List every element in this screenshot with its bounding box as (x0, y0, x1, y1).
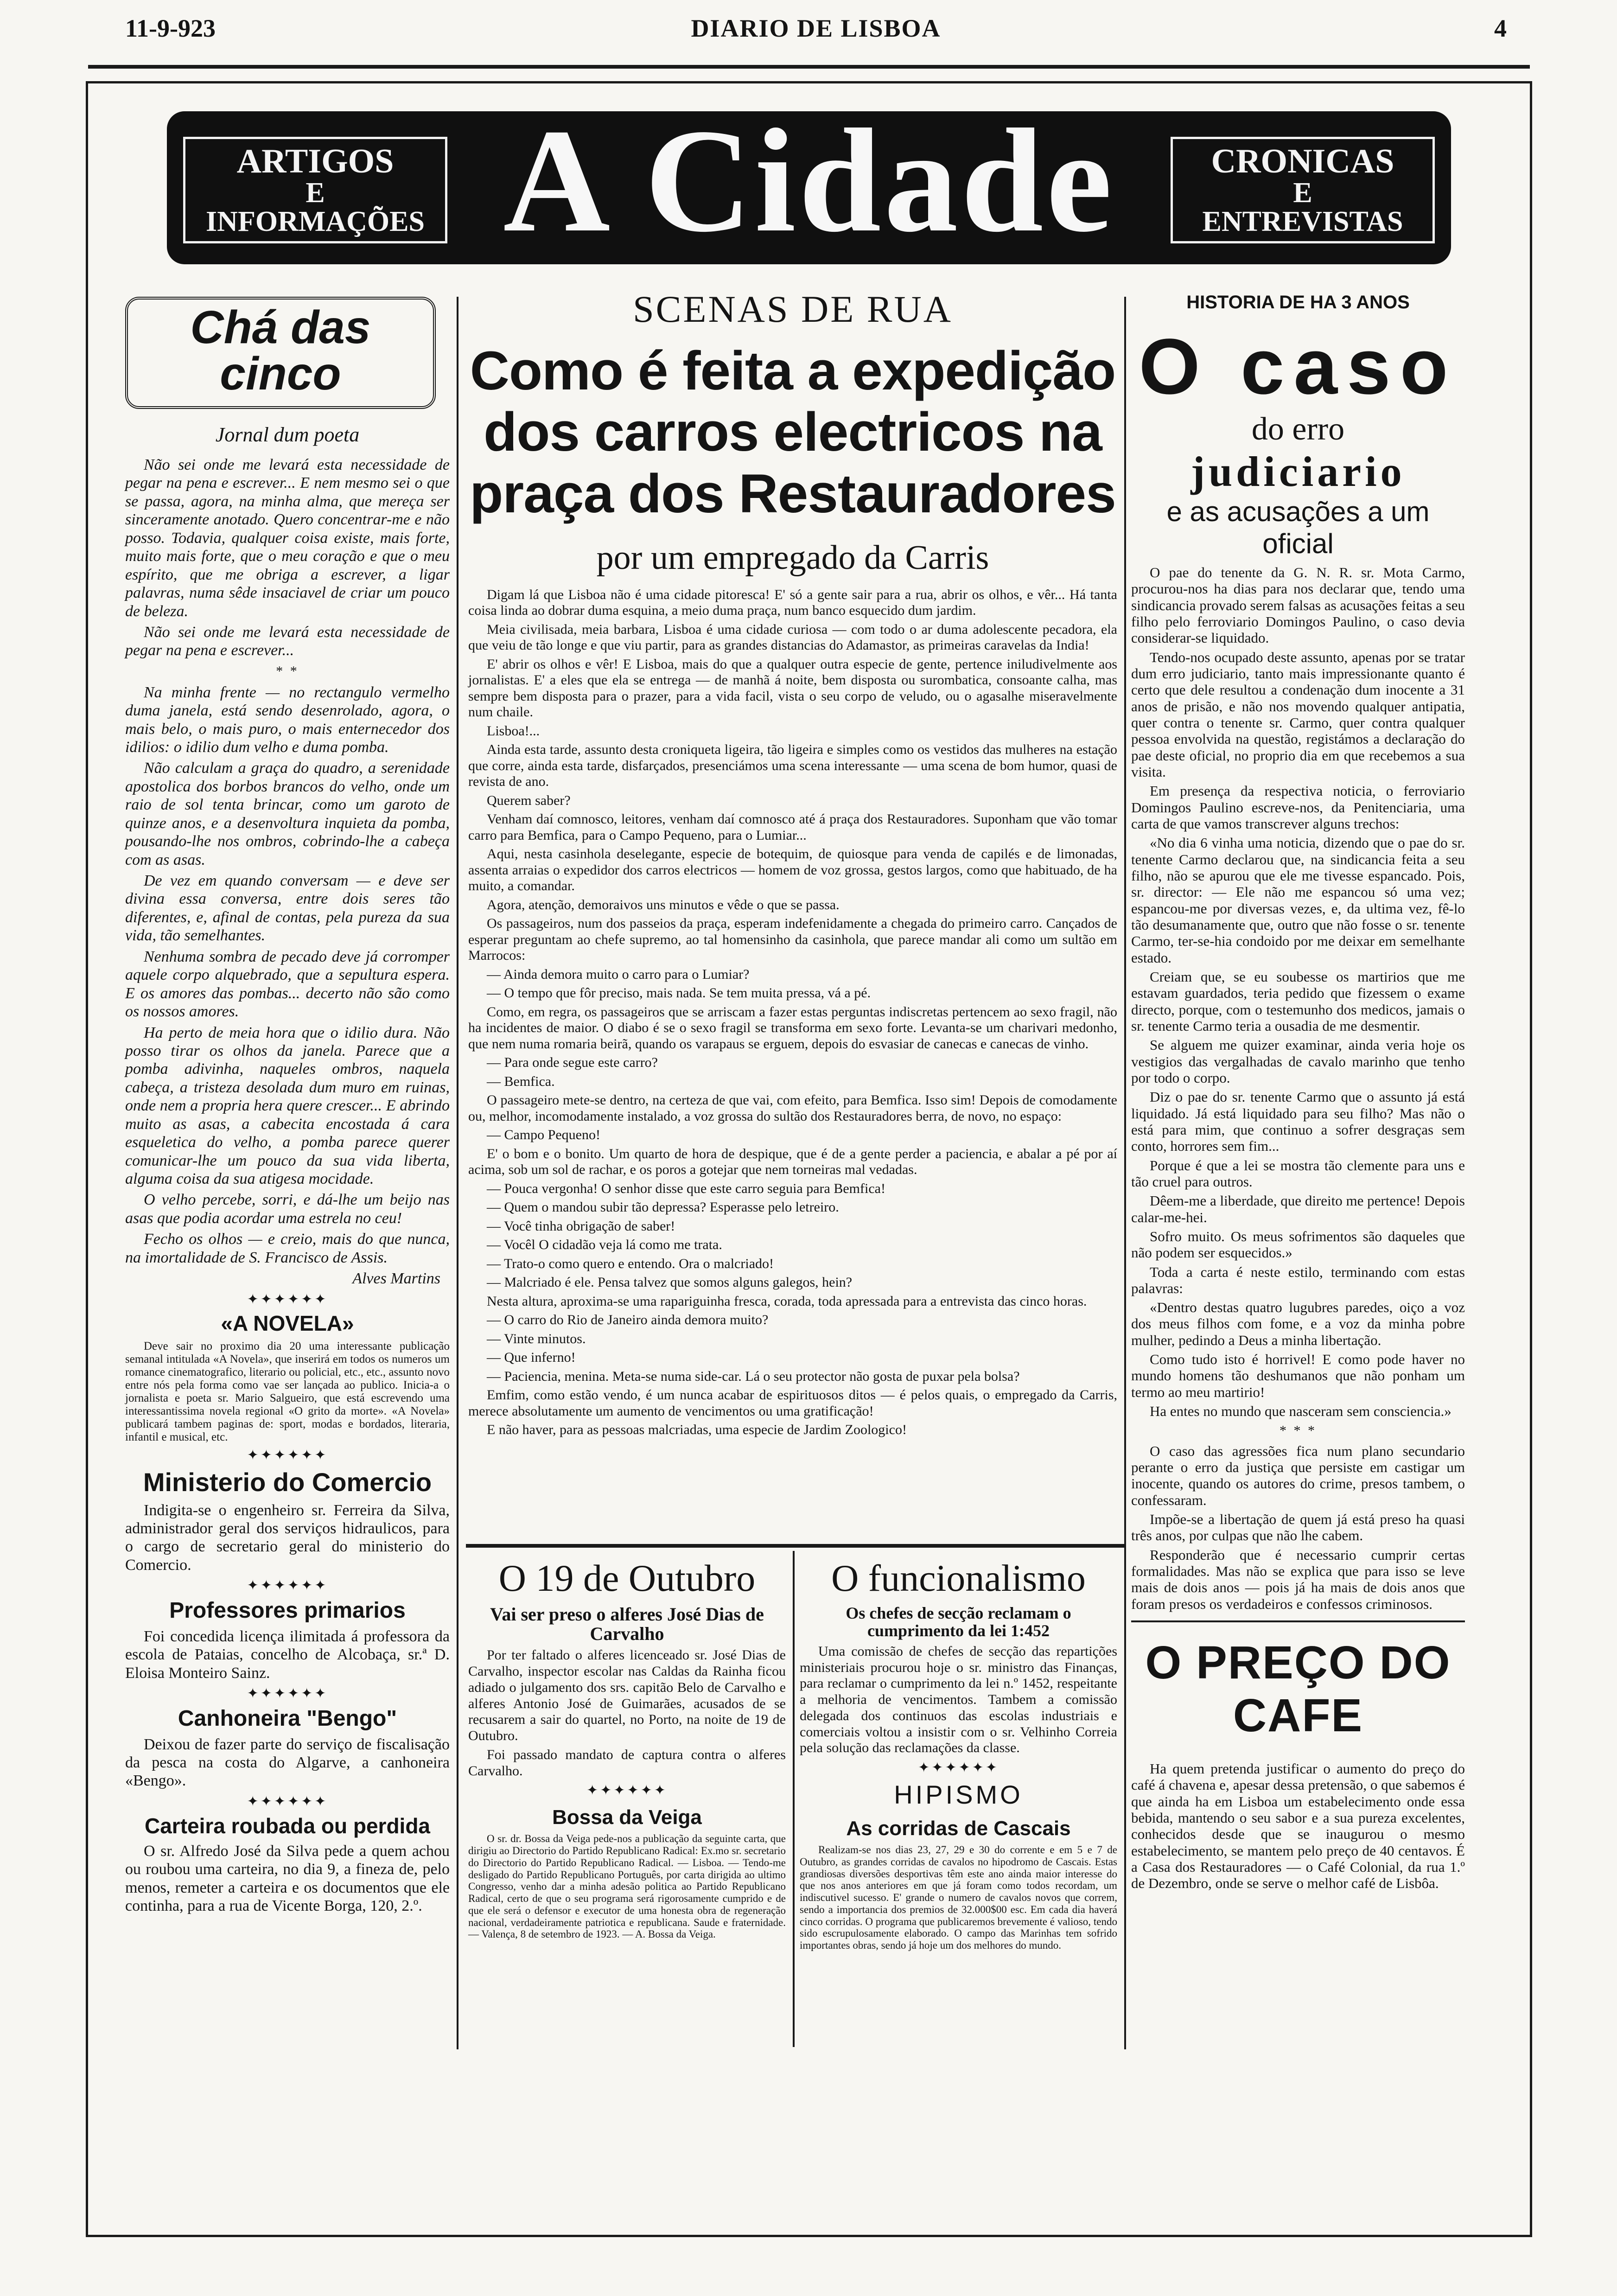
paragraph: Emfim, como estão vendo, é um nunca acabar de espirituosos ditos — é pelos quais, o empregado da Carris, merece absolutamente um aumento de vencimentos ou uma gratificação! (468, 1387, 1117, 1419)
professores-text: Foi concedida licença ilimitada á professora da escola de Pataias, concelho de Alcobaça, sr.ª D. Eloisa Monteiro Sainz. (125, 1627, 450, 1682)
paragraph: — Quem o mandou subir tão depressa? Esperasse pelo letreiro. (487, 1199, 839, 1215)
paragraph: Como tudo isto é horrivel! E como pode haver no mundo homens tão deshumanos que não ponham um termo ao meu martirio! (1131, 1351, 1465, 1400)
paragraph: Agora, atenção, demoraivos uns minutos e vêde o que se passa. (487, 897, 840, 912)
banner-left-box (183, 137, 447, 243)
paragraph: Toda a carta é neste estilo, terminando com estas palavras: (1131, 1263, 1465, 1296)
paragraph: O caso das agressões fica num plano secundario perante o erro da justiça que persiste em castigar um inocente, quando os autores do crime, presos tambem, o confessaram. (1131, 1442, 1465, 1508)
funcionalismo-text: Uma comissão de chefes de secção das repartições ministeriais procurou hoje o sr. ministro das Finanças, para reclamar o cumprimento da lei n.º 1452, respeitante a melhoria de vencimentos. Tambem a comissão delegada dos continuos das escolas industriais e comerciais voltou a insistir com o sr. Velhinho Correia pela solução das reclamações da classe. (800, 1643, 1117, 1756)
paragraph: Em presença da respectiva noticia, o ferroviario Domingos Paulino escreve-nos, da Penitenciaria, uma carta de que vamos transcrever alguns trechos: (1131, 783, 1465, 832)
paragraph: «No dia 6 vinha uma noticia, dizendo que o pae do sr. tenente Carmo declarou que, na sindicancia feita a seu filho, não se apurou que ele me tivesse espancado. Pois, sr. director: — Ele não me espancou só uma vez; espancou-me por diversas vezes, e, da ultima vez, fê-lo tão desumanamente que, outro que não fosse o sr. tenente Carmo, ter-se-hia condoido por me deixar em semelhante estado. (1131, 835, 1465, 966)
middle-column (468, 287, 1117, 1441)
paragraph: — Paciencia, menina. Meta-se numa side-car. Lá o seu protector não gosta de puxar pela bolsa? (487, 1368, 1020, 1384)
section-divider (466, 1544, 1124, 1548)
paragraph: O passageiro mete-se dentro, na certeza de que vai, com efeito, para Bemfica. Isso sim! Depois de comodamente ou, melhor, incomodamente instalado, a voz grossa do sultão dos Restauradores berra, de novo, no espaço: (468, 1092, 1117, 1124)
paragraph: E' o bom e o bonito. Um quarto de hora de despique, que é de a gente perder a paciencia, e abalar a pé por aí acima, sob um sol de rachar, e os poros a gotejar que nem torneiras mal vedadas. (468, 1146, 1117, 1178)
paragraph: Por ter faltado o alferes licenceado sr. José Dias de Carvalho, inspector escolar nas Caldas da Rainha ficou adiado o julgamento dos srs. capitão Belo de Carvalho e alferes Antonio José de Guimarães, acusados de se recusarem a sair do quartel, no Porto, na noite de 19 de Outubro. (468, 1647, 786, 1744)
paragraph: Nenhuma sombra de pecado deve já corromper aquele corpo alquebrado, que a sepultura espera. E os amores das pombas... decerto não são como os nossos amores. (125, 948, 450, 1020)
paragraph: «Dentro destas quatro lugubres paredes, oiço a voz dos meus filhos com fome, e a voz da minha pobre mulher, pedindo a Deus a minha libertação. (1131, 1299, 1465, 1348)
ornament: * * * (1280, 1423, 1317, 1439)
bossa-heading: Bossa da Veiga (552, 1806, 702, 1829)
story-byline: por um empregado da Carris (596, 538, 989, 577)
banner-left-line: E (306, 177, 325, 209)
paragraph: — Vinte minutos. (487, 1331, 586, 1346)
paragraph: — Vocêl O cidadão veja lá como me trata. (487, 1237, 722, 1253)
story-kicker: SCENAS DE RUA (633, 288, 953, 330)
caso-subhead: do erro (1251, 411, 1345, 447)
paragraph: — Para onde segue este carro? (487, 1055, 658, 1071)
ornament: * * (276, 663, 299, 679)
column-rule (457, 297, 458, 2049)
paragraph: E' abrir os olhos e vêr! E Lisboa, mais do que a qualquer outra especie de gente, pertence iniludivelmente aos jornalistas. E' a eles que ela se entrega — de manhã á noite, bem disposta ou surombatica, consoante calha, mas sempre bem disposta para o prazer, para a vida facil, vista o seu corpo de veludo, ou o agasalhe miseravelmente num chaile. (468, 656, 1117, 720)
paragraph: — Campo Pequeno! (487, 1127, 600, 1143)
paragraph: Ha perto de meia hora que o idilio dura. Não posso tirar os olhos da janela. Parece que a pomba adivinha, naqueles ombros, naquela cabeça, a tristeza desolada dum muro em ruinas, onde nem a propria hera quere crescer... E abrindo muito as asas, a cabecita encostada á cara esqueletica do velho, a pomba parece querer comunicar-lhe um pouco da sua vida liberta, alguma coisa da sua atigesa mocidade. (125, 1024, 450, 1188)
page-header (125, 14, 1507, 46)
ornament-divider: ✦✦✦✦✦✦ (247, 1578, 328, 1594)
caso-subhead: judiciario (1190, 448, 1406, 496)
caso-headline: O caso (1139, 322, 1458, 411)
ornament-divider: ✦✦✦✦✦✦ (247, 1447, 328, 1463)
funcionalismo-deck: Os chefes de secção reclamam o cumprimento da lei 1:452 (846, 1604, 1071, 1640)
paragraph: O velho percebe, sorri, e dá-lhe um beijo nas asas que podia acordar uma estrela no ceu! (125, 1191, 450, 1227)
story-body (468, 587, 1117, 1438)
bengo-text: Deixou de fazer parte do serviço de fiscalisação da pesca na costa do Algarve, a canhoneira «Bengo». (125, 1735, 450, 1790)
funcionalismo-column (800, 1553, 1117, 1954)
ornament-divider: ✦✦✦✦✦✦ (247, 1686, 328, 1702)
comercio-heading: Ministerio do Comercio (143, 1467, 432, 1497)
banner-right-box (1171, 137, 1435, 243)
cafe-heading: O PREÇO DO CAFE (1145, 1636, 1451, 1741)
professores-heading: Professores primarios (169, 1598, 406, 1623)
signature: Alves Martins (352, 1270, 440, 1288)
paragraph: — Bemfica. (487, 1073, 555, 1089)
paragraph: Ha entes no mundo que nasceram sem consciencia.» (1150, 1403, 1451, 1420)
banner-left-line: ARTIGOS (236, 142, 394, 180)
outubro-heading: O 19 de Outubro (498, 1557, 756, 1599)
paragraph: Venham daí comnosco, leitores, venham daí comnosco até á praça dos Restauradores. Suponham que vão tomar carro para Bemfica, para o Campo Pequeno, para o Lumiar... (468, 811, 1117, 843)
paragraph: Creiam que, se eu soubesse os martirios que me estavam guardados, teria pedido que fizessem o exame directo, porque, com o testemunho dos medicos, jamais o sr. tenente Carmo teria a ousadia de me desmentir. (1131, 968, 1465, 1034)
paragraph: Ainda esta tarde, assunto desta croniqueta ligeira, tão ligeira e simples como os vestidos das mulheres na estação que corre, ainda esta tarde, disfarçados, presenciámos uma scena interessante — uma scena de bom humor, quasi de revista de ano. (468, 742, 1117, 790)
paragraph: Na minha frente — no rectangulo vermelho duma janela, está sendo desenrolado, agora, o mais belo, o mais puro, o mais enternecedor dos idilios: o idilio dum velho e duma pomba. (125, 683, 450, 756)
paragraph: Os passageiros, num dos passeios da praça, esperam indefenidamente a chegada do primeiro carro. Cançados de esperar preguntam ao chefe supremo, ao tal homensinho da casinhola, que parece mandar ali como um sultão em Marrocos: (468, 916, 1117, 963)
bossa-text: O sr. dr. Bossa da Veiga pede-nos a publicação da seguinte carta, que dirigiu ao Directorio do Partido Republicano Radical: Ex.mo sr. secretario do Directorio do Partido Republicano Radical. — Lisboa. — Tendo-me desligado do Partido Republicano Português, por carta dirigida ao ultimo Congresso, venho dar a minha adesão politica ao Partido Republicano Radical, certo de que o seu programa será rigorosamente cumprido e de que ele será o defensor e executor de uma honesta obra de regeneração nacional, verdadeiramente patriotica e republicana. Saude e fraternidade. — Valença, 8 de setembro de 1923. — A. Bossa da Veiga. (468, 1833, 786, 1940)
novela-heading: «A NOVELA» (221, 1311, 354, 1336)
paragraph: Impõe-se a libertação de quem já está preso ha quasi três anos, por culpas que não lhe cabem. (1131, 1511, 1465, 1544)
outubro-deck: Vai ser preso o alferes José Dias de Carvalho (490, 1604, 764, 1645)
paragraph: Porque é que a lei se mostra tão clemente para uns e tão cruel para outros. (1131, 1157, 1465, 1190)
funcionalismo-heading: O funcionalismo (831, 1557, 1086, 1599)
paragraph: — Que inferno! (487, 1350, 576, 1365)
paragraph: E não haver, para as pessoas malcriadas, uma especie de Jardim Zoologico! (487, 1422, 907, 1438)
comercio-text: Indigita-se o engenheiro sr. Ferreira da Silva, administrador geral dos serviços hidraulicos, para o cargo de secretario geral do ministerio do Comercio. (125, 1501, 450, 1574)
paragraph: Nesta altura, aproxima-se uma rapariguinha fresca, corada, toda apressada para a entrevista das cinco horas. (487, 1293, 1087, 1309)
poem-title: Jornal dum poeta (215, 423, 360, 446)
paragraph: De vez em quando conversam — e deve ser divina essa conversa, entre dois seres tão diferentes, e, afinal de contas, pela pureza da sua vida, tão semelhantes. (125, 872, 450, 944)
paragraph: Não sei onde me levará esta necessidade de pegar na pena e escrever... E nem mesmo sei o que se passa, agora, na minha alma, que mereça ser sinceramente anotado. Quero concentrar-me e não posso. Todavia, qualquer coisa existe, mais forte, muito mais forte, que o meu coração e que o meu espírito, que me obriga a escrever, a ligar palavras, numa sêde insaciavel de criar um pouco de beleza. (125, 456, 450, 620)
paragraph: Não sei onde me levará esta necessidade de pegar na pena e escrever... (125, 623, 450, 659)
story-headline: Como é feita a expedição dos carros electricos na praça dos Restauradores (470, 340, 1116, 524)
paragraph: Digam lá que Lisboa não é uma cidade pitoresca! E' só a gente sair para a rua, abrir os olhos, e vêr... Há tanta coisa linda ao dobrar duma esquina, a meio duma praça, num banco esquecido dum jardim. (468, 587, 1117, 619)
cascais-heading: As corridas de Cascais (846, 1817, 1071, 1840)
ornament-divider: ✦✦✦✦✦✦ (586, 1783, 668, 1799)
banner-right-line: ENTREVISTAS (1202, 206, 1403, 237)
paragraph: O pae do tenente da G. N. R. sr. Mota Carmo, procurou-nos ha dias para nos declarar que, tendo uma sindicancia provado serem falsas as acusações feitas a seu filho pelo ferroviario Domingos Paulino, o caso devia considerar-se liquidado. (1131, 564, 1465, 646)
cascais-text: Realizam-se nos dias 23, 27, 29 e 30 do corrente e em 5 e 7 de Outubro, as grandes corridas de cavalos no hipodromo de Cascais. Estas grandiosas diversões desportivas têm este ano ainda maior interesse do que nos anos anteriores em que já foram como todos recordam, um indiscutivel sucesso. E' grande o numero de cavalos novos que correm, sendo a importancia dos premios de 32.000$00 esc. Em cada dia haverá cinco corridas. O programa que publicaremos brevemente é valioso, tendo sido escrupulosamente elaborado. O campo das Marinhas tem sofrido importantes obras, sendo já hoje um dos melhores do mundo. (800, 1844, 1117, 1952)
paragraph: — O carro do Rio de Janeiro ainda demora muito? (487, 1312, 769, 1328)
paragraph: Meia civilisada, meia barbara, Lisboa é uma cidade curiosa — com todo o ar duma adolescente pecadora, ela que veiu de tão longe e que viu partir, para as grandes distancias do Adamastor, as primeiras caravelas da India! (468, 621, 1117, 653)
ornament-divider: ✦✦✦✦✦✦ (247, 1291, 328, 1307)
right-column (1131, 292, 1465, 1894)
paragraph: Não calculam a graça do quadro, a serenidade apostolica dos borbos brancos do velho, onde um raio de sol tenta brincar, como um garoto de quinze anos, e a desenvoltura inquieta da pomba, pousando-lhe nos ombros, cobrindo-lhe a cabeça com as asas. (125, 759, 450, 868)
paragraph: Se alguem me quizer examinar, ainda veria hoje os vestigios das vergalhadas de cavalo marinho que tenho por todo o corpo. (1131, 1037, 1465, 1086)
cafe-text: Ha quem pretenda justificar o aumento do preço do café á chavena e, apesar dessa pretensão, o que sabemos é que ainda ha em Lisboa um estabelecimento onde essa bebida, mantendo o seu sabor e a sua pureza excelentes, conhecidos desde que se inaugurou o mesmo estabelecimento, se mantem pelo preço de 40 centavos. É a Casa dos Restauradores — o Café Colonial, da rua 1.º de Dezembro, onde se serve o melhor café de Lisbôa. (1131, 1760, 1465, 1892)
page-number: 4 (1494, 14, 1507, 42)
paragraph: — Malcriado é ele. Pensa talvez que somos alguns galegos, hein? (487, 1275, 853, 1290)
banner-left-line: INFORMAÇÕES (206, 206, 425, 237)
banner-right-line: E (1293, 177, 1312, 209)
novela-text: Deve sair no proximo dia 20 uma interessante publicação semanal intitulada «A Novela», que inserirá em todos os numeros um romance cinematografico, literario ou policial, etc., etc., assunto novo entre nós pela forma como vae ser lançada ao publico. Inicia-a o jornalista e poeta sr. Mario Salgueiro, que está escrevendo uma interessantissima novela regional «O grito da morte». «A Novela» publicará tambem paginas de: sport, modas e bordados, literaria, infantil e musical, etc. (125, 1339, 450, 1443)
paragraph: Tendo-nos ocupado deste assunto, apenas por se tratar dum erro judiciario, tanto mais impressionante quanto é certo que dele resultou a condenação dum inocente a 31 anos de prisão, e não nos movendo qualquer antipatia, quer contra o tenente sr. Carmo, quer contra qualquer pessoa envolvida na questão, registámos a declaração do pae deste oficial, no proprio dia em que recebemos a sua visita. (1131, 649, 1465, 780)
paragraph: Aqui, nesta casinhola deselegante, especie de botequim, de quiosque para venda de capilés e de limonadas, assenta arraias o expedidor dos carros electricos — homem de voz grossa, gestos largos, como que habituado, de ha muito, a comandar. (468, 846, 1117, 894)
paragraph: Querem saber? (487, 792, 571, 808)
top-rule (88, 65, 1530, 69)
paragraph: — Ainda demora muito o carro para o Lumiar? (487, 966, 750, 982)
carteira-heading: Carteira roubada ou perdida (144, 1813, 430, 1838)
newspaper-name: DIARIO DE LISBOA (691, 14, 941, 42)
left-column (125, 297, 450, 1918)
outubro-column (468, 1553, 786, 1943)
paragraph: — Trato-o como quero e entendo. Ora o malcriado! (487, 1256, 774, 1271)
section-banner (167, 99, 1451, 264)
paragraph: Foi passado mandato de captura contra o alferes Carvalho. (468, 1747, 786, 1779)
paragraph: — Pouca vergonha! O senhor disse que este carro seguia para Bemfica! (487, 1180, 885, 1196)
paragraph: Lisboa!... (487, 723, 540, 739)
column-rule (1124, 297, 1126, 2049)
caso-deck: e as acusações a um oficial (1166, 496, 1430, 559)
paragraph: — O tempo que fôr preciso, mais nada. Se tem muita pressa, vá a pé. (487, 985, 871, 1001)
carteira-text: O sr. Alfredo José da Silva pede a quem achou ou roubou uma carteira, no dia 9, a fineza de, pelo menos, remeter a carteira e os documentos que ele continha, para a rua de Vicente Borga, 120, 2.º. (125, 1843, 450, 1915)
column-rule (793, 1551, 795, 2047)
ornament-divider: ✦✦✦✦✦✦ (247, 1793, 328, 1809)
bengo-heading: Canhoneira "Bengo" (178, 1706, 397, 1731)
paragraph: Sofro muito. Os meus sofrimentos são daqueles que não podem ser esquecidos.» (1131, 1228, 1465, 1261)
hipismo-heading: HIPISMO (894, 1780, 1023, 1810)
issue-date: 11-9-923 (125, 14, 216, 42)
section-divider (1131, 1620, 1465, 1622)
banner-right-line: CRONICAS (1211, 142, 1394, 180)
paragraph: Dêem-me a liberdade, que direito me pertence! Depois calar-me-hei. (1131, 1193, 1465, 1225)
ornament-divider: ✦✦✦✦✦✦ (918, 1760, 999, 1776)
history-kicker: HISTORIA DE HA 3 ANOS (1186, 292, 1410, 313)
paragraph: Responderão que é necessario cumprir certas formalidades. Mas não se explica que para isso se leve mais de dois anos — pois já ha mais de dois anos que foram presos os verdadeiros e confessos criminosos. (1131, 1546, 1465, 1612)
paragraph: Diz o pae do sr. tenente Carmo que o assunto já está liquidado. Já está liquidado para seu filho? Mas não o está para mim, que continuo a sofrer desgraças sem conto, horrores sem fim... (1131, 1089, 1465, 1154)
cha-das-cinco-title: Chá das cinco (125, 297, 436, 409)
section-title: A Cidade (503, 99, 1115, 263)
paragraph: Como, em regra, os passageiros que se arriscam a fazer estas perguntas indiscretas pertencem ao sexo fragil, não ha incidentes de maior. O diabo é se o sexo fragil se transforma em sexo forte. Levanta-se um charivari medonho, que nem numa romaria beirã, quando os varapaus se erguem, depois do esvasiar de canecas e canecas de vinho. (468, 1004, 1117, 1052)
paragraph: — Você tinha obrigação de saber! (487, 1218, 675, 1234)
paragraph: Fecho os olhos — e creio, mais do que nunca, na imortalidade de S. Francisco de Assis. (125, 1231, 450, 1266)
